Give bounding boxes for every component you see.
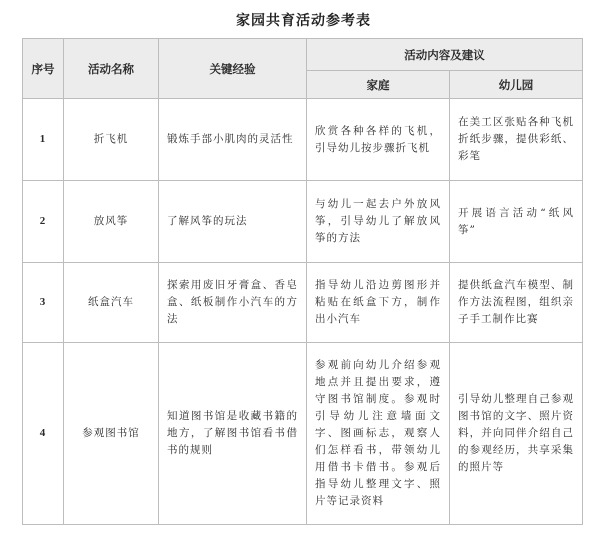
row-family: 欣赏各种各样的飞机，引导幼儿按步骤折飞机 xyxy=(307,99,450,181)
row-activity-name: 纸盒汽车 xyxy=(64,263,159,343)
row-index: 3 xyxy=(23,263,64,343)
row-index: 2 xyxy=(23,181,64,263)
row-kindergarten: 提供纸盒汽车模型、制作方法流程图，组织亲子手工制作比赛 xyxy=(450,263,583,343)
row-activity-name: 放风筝 xyxy=(64,181,159,263)
table-row xyxy=(23,343,583,525)
row-key-experience: 了解风筝的玩法 xyxy=(159,181,307,263)
header-family: 家庭 xyxy=(307,71,450,99)
table-row xyxy=(23,181,583,263)
row-kindergarten: 开展语言活动“纸风筝” xyxy=(450,181,583,263)
header-kindergarten: 幼儿园 xyxy=(450,71,583,99)
row-activity-name: 折飞机 xyxy=(64,99,159,181)
row-index: 1 xyxy=(23,99,64,181)
header-activity-name: 活动名称 xyxy=(64,39,159,99)
row-kindergarten: 在美工区张贴各种飞机折纸步骤，提供彩纸、彩笔 xyxy=(450,99,583,181)
row-key-experience: 知道图书馆是收藏书籍的地方，了解图书馆看书借书的规则 xyxy=(159,343,307,525)
row-key-experience: 探索用废旧牙膏盒、香皂盒、纸板制作小汽车的方法 xyxy=(159,263,307,343)
row-family: 参观前向幼儿介绍参观地点并且提出要求，遵守图书馆制度。参观时引导幼儿注意墙面文字、图画标志，观察人们怎样看书，带领幼儿用借书卡借书。参观后指导幼儿整理文字、照片等记录资料 xyxy=(307,343,450,525)
row-key-experience: 锻炼手部小肌肉的灵活性 xyxy=(159,99,307,181)
table-title: 家园共育活动参考表 xyxy=(236,13,371,29)
header-content-group: 活动内容及建议 xyxy=(307,39,583,71)
table-row xyxy=(23,263,583,343)
activity-reference-table xyxy=(22,38,583,525)
header-key-experience: 关键经验 xyxy=(159,39,307,99)
header-index: 序号 xyxy=(23,39,64,99)
row-family: 与幼儿一起去户外放风筝，引导幼儿了解放风筝的方法 xyxy=(307,181,450,263)
table-row xyxy=(23,99,583,181)
row-family: 指导幼儿沿边剪图形并粘贴在纸盒下方，制作出小汽车 xyxy=(307,263,450,343)
row-activity-name: 参观图书馆 xyxy=(64,343,159,525)
row-kindergarten: 引导幼儿整理自己参观图书馆的文字、照片资料，并向同伴介绍自己的参观经历，共享采集的照片等 xyxy=(450,343,583,525)
row-index: 4 xyxy=(23,343,64,525)
